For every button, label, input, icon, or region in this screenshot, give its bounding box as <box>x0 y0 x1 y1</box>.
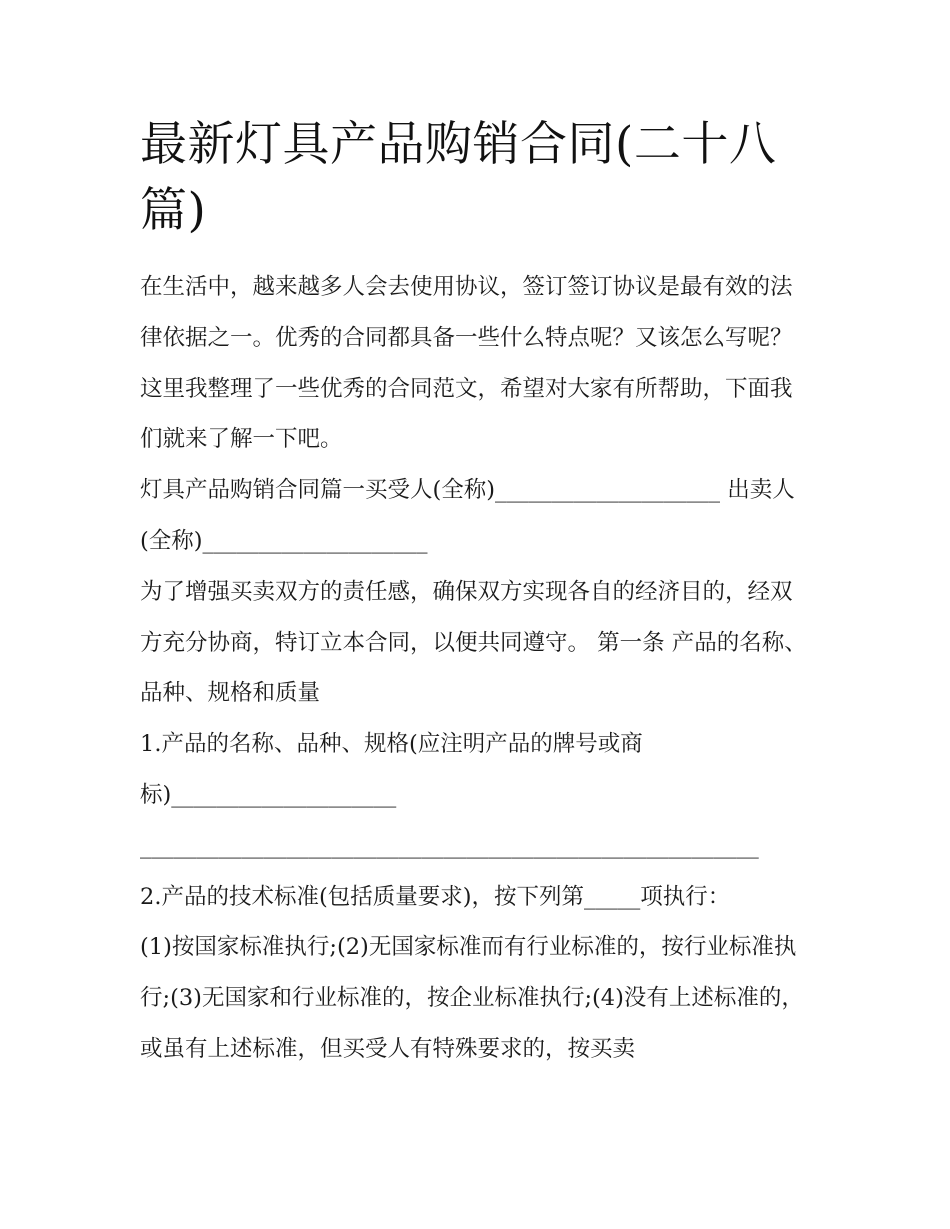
document-page <box>140 112 812 1075</box>
intro-paragraph: 在生活中，越来越多人会去使用协议，签订签订协议是最有效的法律依据之一。优秀的合同都具备一些什么特点呢？又该怎么写呢？这里我整理了一些优秀的合同范文，希望对大家有所帮助，下面我们就来了解一下吧。 <box>140 274 793 453</box>
standard-options-paragraph: (1)按国家标准执行;(2)无国家标准而有行业标准的，按行业标准执行;(3)无国家和行业标准的，按企业标准执行;(4)没有上述标准的，或虽有上述标准，但买受人有特殊要求的，按买卖 <box>140 934 804 1062</box>
document-body <box>140 262 812 1075</box>
product-name-paragraph: 1.产品的名称、品种、规格(应注明产品的牌号或商 标)____________________ <box>140 731 643 808</box>
technical-standard-paragraph: 2.产品的技术标准(包括质量要求)，按下列第_____项执行： <box>140 883 731 910</box>
purpose-paragraph: 为了增强买卖双方的责任感，确保双方实现各自的经济目的，经双方充分协商，特订立本合同，以便共同遵守。 第一条 产品的名称、品种、规格和质量 <box>140 578 807 707</box>
document-title: 最新灯具产品购销合同(二十八篇) <box>140 117 777 238</box>
contract-parties-paragraph: 灯具产品购销合同篇一买受人(全称)____________________ 出卖人(全称)____________________ <box>140 477 795 554</box>
blank-line: _______________________________________________________ <box>140 832 759 859</box>
